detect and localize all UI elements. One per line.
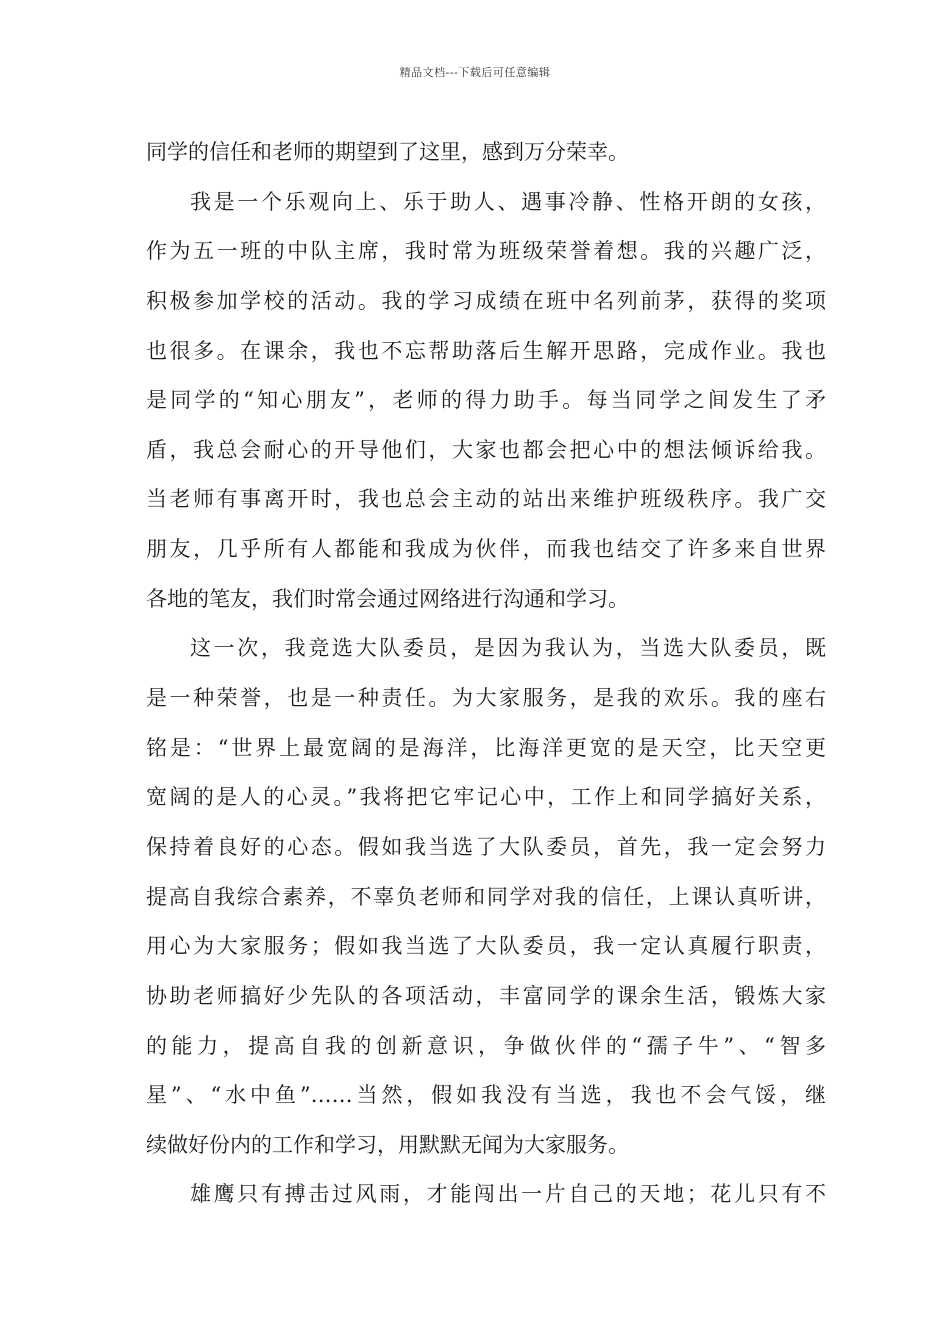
text-line: 提高自我综合素养，不辜负老师和同学对我的信任，上课认真听讲， [146,884,826,909]
text-line: 作为五一班的中队主席，我时常为班级荣誉着想。我的兴趣广泛， [146,239,826,264]
text-line: 用心为大家服务；假如我当选了大队委员，我一定认真履行职责， [146,934,826,959]
text-line: 协助老师搞好少先队的各项活动，丰富同学的课余生活，锻炼大家 [146,983,826,1008]
text-line: 铭是：“世界上最宽阔的是海洋，比海洋更宽的是天空，比天空更 [146,735,826,760]
text-line: 是一种荣誉，也是一种责任。为大家服务，是我的欢乐。我的座右 [146,686,826,711]
page-header: 精品文档---下载后可任意编辑 [399,66,551,79]
text-line: 盾，我总会耐心的开导他们，大家也都会把心中的想法倾诉给我。 [146,437,826,462]
text-line: 朋友，几乎所有人都能和我成为伙伴，而我也结交了许多来自世界 [146,537,826,562]
text-line: 的能力，提高自我的创新意识，争做伙伴的“孺子牛”、“智多 [146,1033,826,1058]
text-line: 续做好份内的工作和学习，用默默无闻为大家服务。 [146,1132,629,1157]
paragraph-first-line: 这一次，我竞选大队委员，是因为我认为，当选大队委员，既 [190,636,826,661]
text-line: 是同学的“知心朋友”，老师的得力助手。每当同学之间发生了矛 [146,388,826,413]
text-line: 也很多。在课余，我也不忘帮助落后生解开思路，完成作业。我也 [146,338,826,363]
text-line: 各地的笔友，我们时常会通过网络进行沟通和学习。 [146,586,629,611]
text-line: 星”、“水中鱼”……当然，假如我没有当选，我也不会气馁，继 [146,1083,826,1108]
paragraph-first-line: 雄鹰只有搏击过风雨，才能闯出一片自己的天地；花儿只有不 [190,1182,826,1207]
paragraph-first-line: 我是一个乐观向上、乐于助人、遇事冷静、性格开朗的女孩， [190,189,826,214]
document-body [146,128,826,1220]
text-line: 当老师有事离开时，我也总会主动的站出来维护班级秩序。我广交 [146,487,826,512]
text-line: 宽阔的是人的心灵。”我将把它牢记心中，工作上和同学搞好关系， [146,785,826,810]
text-line: 保持着良好的心态。假如我当选了大队委员，首先，我一定会努力 [146,834,826,859]
text-line: 同学的信任和老师的期望到了这里，感到万分荣幸。 [146,140,629,164]
text-line: 积极参加学校的活动。我的学习成绩在班中名列前茅，获得的奖项 [146,288,826,313]
